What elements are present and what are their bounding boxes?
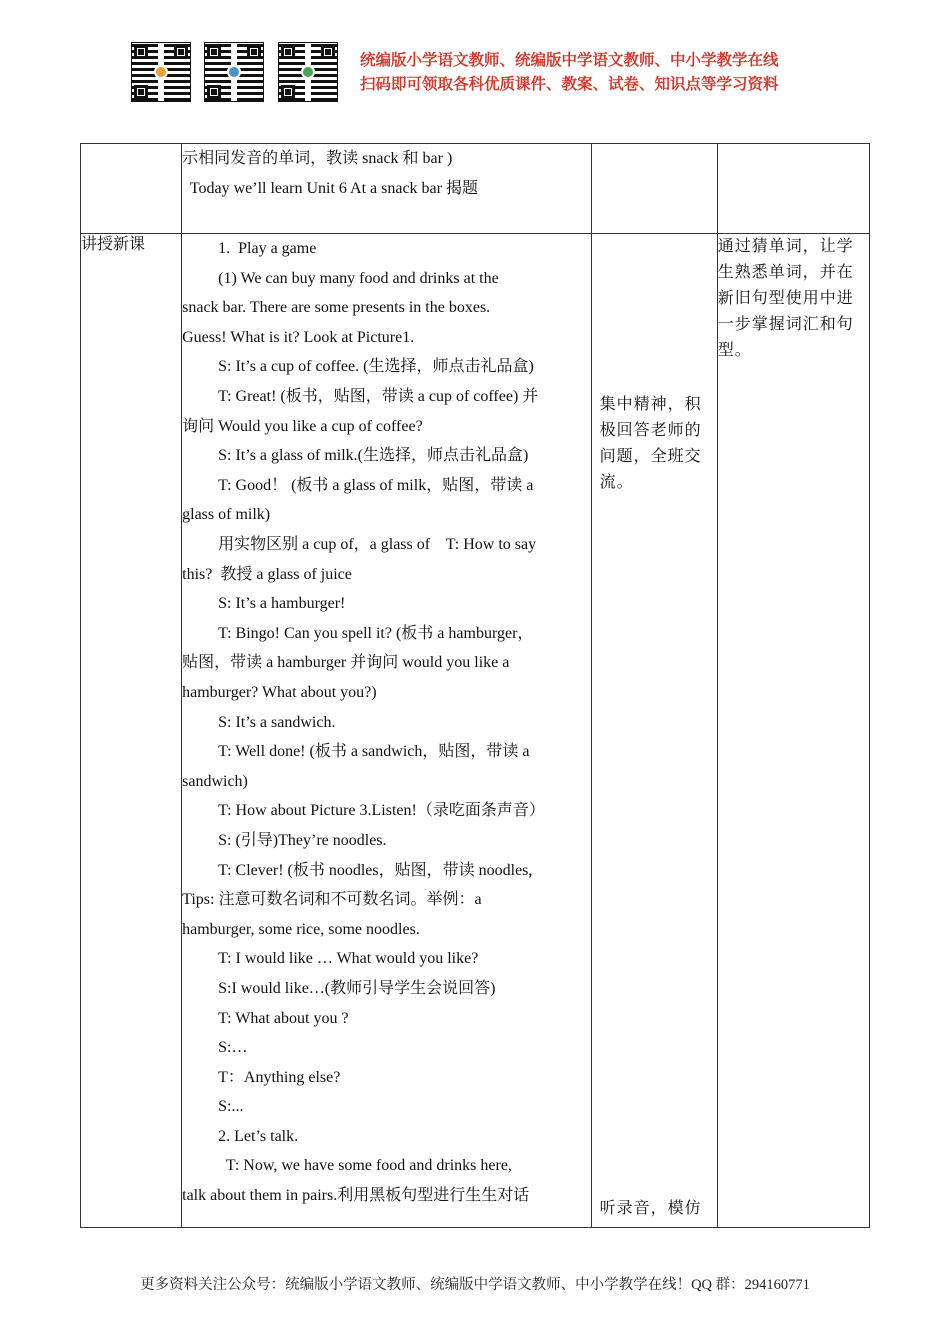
activity-cell-empty bbox=[591, 144, 717, 234]
promo-line-2: 扫码即可领取各科优质课件、教案、试卷、知识点等学习资料 bbox=[360, 75, 779, 93]
lesson-line: T: What about you ? bbox=[218, 1009, 349, 1027]
lesson-line: T: Bingo! Can you spell it? (板书 a hamburger， bbox=[218, 624, 534, 642]
student-activity-text: 集中精神，积极回答老师的问题，全班交流。 bbox=[599, 396, 702, 492]
qr-code-1 bbox=[131, 42, 191, 102]
lesson-line: T: Great! (板书，贴图，带读 a cup of coffee) 并 bbox=[218, 388, 539, 406]
design-intent-cell bbox=[717, 234, 869, 1228]
content-cell-previous bbox=[182, 144, 592, 234]
table-row-new-lesson bbox=[81, 234, 870, 1228]
page-footer: 更多资料关注公众号：统编版小学语文教师、统编版中学语文教师、中小学教学在线！QQ 群：294160771 bbox=[140, 1277, 810, 1293]
lesson-line: 用实物区别 a cup of，a glass of T: How to say bbox=[218, 536, 537, 554]
table-row-previous bbox=[81, 144, 870, 234]
design-intent-text: 通过猜单词，让学生熟悉单词，并在新旧句型使用中进一步掌握词汇和句型。 bbox=[717, 238, 854, 360]
lesson-line: S: It’s a cup of coffee. (生选择，师点击礼品盒) bbox=[218, 358, 534, 376]
lesson-line: S:… bbox=[218, 1039, 248, 1057]
lesson-line: T: I would like … What would you like? bbox=[218, 950, 479, 968]
lesson-line: glass of milk) bbox=[182, 506, 271, 524]
lesson-line: S: It’s a sandwich. bbox=[218, 713, 336, 731]
lesson-line: T: Well done! (板书 a sandwich，贴图，带读 a bbox=[218, 743, 530, 761]
stage-cell-empty bbox=[81, 144, 182, 234]
lesson-line: S:I would like…(教师引导学生会说回答) bbox=[218, 979, 496, 997]
qr-logo-icon bbox=[227, 65, 241, 79]
student-activity-cell bbox=[591, 234, 717, 1228]
content-line: Today we’ll learn Unit 6 At a snack bar 揭题 bbox=[182, 179, 478, 197]
lesson-line: 询问 Would you like a cup of coffee? bbox=[182, 417, 423, 435]
lesson-line: 贴图，带读 a hamburger 并询问 would you like a bbox=[182, 654, 510, 672]
lesson-line: snack bar. There are some presents in the boxes. bbox=[182, 299, 491, 317]
lesson-line: T: Clever! (板书 noodles，贴图，带读 noodles, bbox=[218, 861, 533, 879]
student-activity-text-2: 听录音，模仿 bbox=[599, 1200, 702, 1218]
lesson-line: T: How about Picture 3.Listen!（录吃面条声音） bbox=[218, 802, 545, 820]
content-cell-lesson bbox=[182, 234, 592, 1228]
lesson-line: S: It’s a hamburger! bbox=[218, 595, 346, 613]
lesson-line: S:... bbox=[218, 1098, 244, 1116]
lesson-lines bbox=[182, 234, 591, 1211]
lesson-line: S: (引导)They’re noodles. bbox=[218, 831, 387, 849]
lesson-line: (1) We can buy many food and drinks at the bbox=[218, 269, 499, 287]
lesson-line: S: It’s a glass of milk.(生选择，师点击礼品盒) bbox=[218, 447, 529, 465]
content-line: 示相同发音的单词，教读 snack 和 bar ) bbox=[182, 150, 453, 167]
stage-label: 讲授新课 bbox=[81, 234, 182, 1228]
intent-cell-empty bbox=[717, 144, 869, 234]
lesson-line: T：Anything else? bbox=[218, 1068, 341, 1086]
lesson-line: T: Now, we have some food and drinks here, bbox=[218, 1157, 512, 1175]
page-header bbox=[0, 0, 950, 120]
lesson-plan-table bbox=[80, 143, 870, 1228]
lesson-line: talk about them in pairs.利用黑板句型进行生生对话 bbox=[182, 1187, 530, 1205]
promo-line-1: 统编版小学语文教师、统编版中学语文教师、中小学教学在线 bbox=[360, 51, 779, 69]
lesson-line: 1. Play a game bbox=[218, 240, 317, 258]
qr-code-3 bbox=[278, 42, 338, 102]
lesson-line: hamburger? What about you?) bbox=[182, 683, 377, 701]
lesson-line: Guess! What is it? Look at Picture1. bbox=[182, 328, 415, 346]
lesson-line: this? 教授 a glass of juice bbox=[182, 565, 352, 583]
lesson-line: sandwich) bbox=[182, 772, 248, 790]
lesson-line: T: Good！ (板书 a glass of milk，贴图，带读 a bbox=[218, 476, 534, 494]
qr-logo-icon bbox=[301, 65, 315, 79]
lesson-line: 2. Let’s talk. bbox=[218, 1127, 299, 1145]
qr-code-2 bbox=[204, 42, 264, 102]
qr-logo-icon bbox=[154, 65, 168, 79]
lesson-line: Tips: 注意可数名词和不可数名词。举例：a bbox=[182, 891, 482, 909]
lesson-line: hamburger, some rice, some noodles. bbox=[182, 920, 420, 938]
